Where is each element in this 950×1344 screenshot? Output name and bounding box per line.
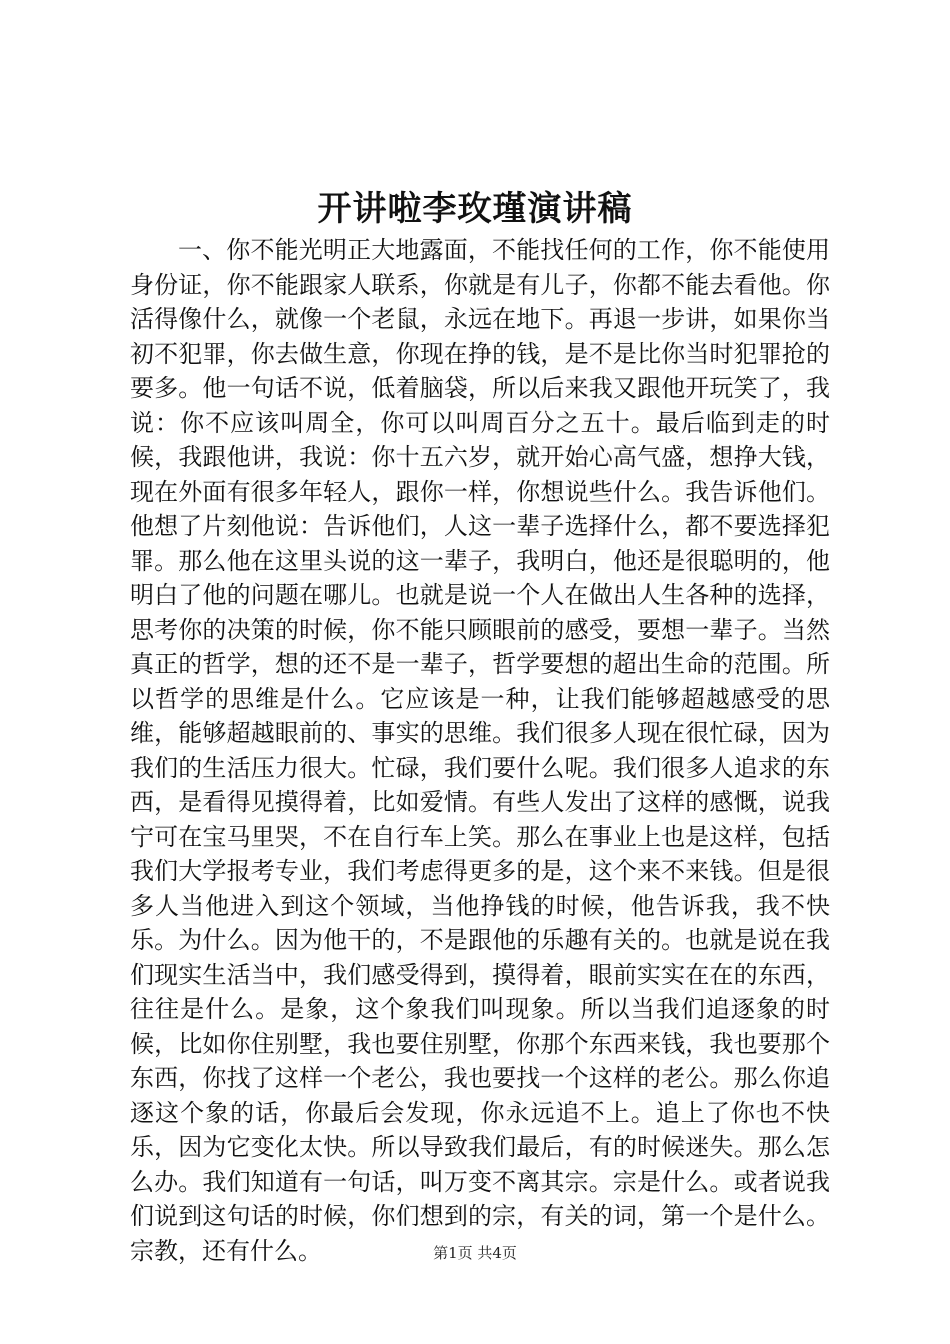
document-body-paragraph: 一、你不能光明正大地露面，不能找任何的工作，你不能使用身份证，你不能跟家人联系，你就是有儿子，你都不能去看他。你活得像什么，就像一个老鼠，永远在地下。再退一步讲，如果你当初不犯罪，你去做生意，你现在挣的钱，是不是比你当时犯罪抢的要多。他一句话不说，低着脑袋，所以后来我又跟他开玩笑了，我说：你不应该叫周全，你可以叫周百分之五十。最后临到走的时候，我跟他讲，我说：你十五六岁，就开始心高气盛，想挣大钱，现在外面有很多年轻人，跟你一样，你想说些什么。我告诉他们。他想了片刻他说：告诉他们，人这一辈子选择什么，都不要选择犯罪。那么他在这里头说的这一辈子，我明白，他还是很聪明的，他明白了他的问题在哪儿。也就是说一个人在做出人生各种的选择，思考你的决策的时候，你不能只顾眼前的感受，要想一辈子。当然真正的哲学，想的还不是一辈子，哲学要想的超出生命的范围。所以哲学的思维是什么。它应该是一种，让我们能够超越感受的思维，能够超越眼前的、事实的思维。我们很多人现在很忙碌，因为我们的生活压力很大。忙碌，我们要什么呢。我们很多人追求的东西，是看得见摸得着，比如爱情。有些人发出了这样的感慨，说我宁可在宝马里哭，不在自行车上笑。那么在事业上也是这样，包括我们大学报考专业，我们考虑得更多的是，这个来不来钱。但是很多人当他进入到这个领域，当他挣钱的时候，他告诉我，我不快乐。为什么。因为他干的，不是跟他的乐趣有关的。也就是说在我们现实生活当中，我们感受得到，摸得着，眼前实实在在的东西，往往是什么。是象，这个象我们叫现象。所以当我们追逐象的时候，比如你住别墅，我也要住别墅，你那个东西来钱，我也要那个东西，你找了这样一个老公，我也要找一个这样的老公。那么你追逐这个象的话，你最后会发现，你永远追不上。追上了你也不快乐，因为它变化太快。所以导致我们最后，有的时候迷失。那么怎么办。我们知道有一句话，叫万变不离其宗。宗是什么。或者说我们说到这句话的时候，你们想到的宗，有关的词，第一个是什么。宗教，还有什么。 <box>130 236 830 1265</box>
document-title: 开讲啦李玫瑾演讲稿 <box>317 189 633 229</box>
page-footer: 第1页 共4页 <box>433 1244 517 1262</box>
